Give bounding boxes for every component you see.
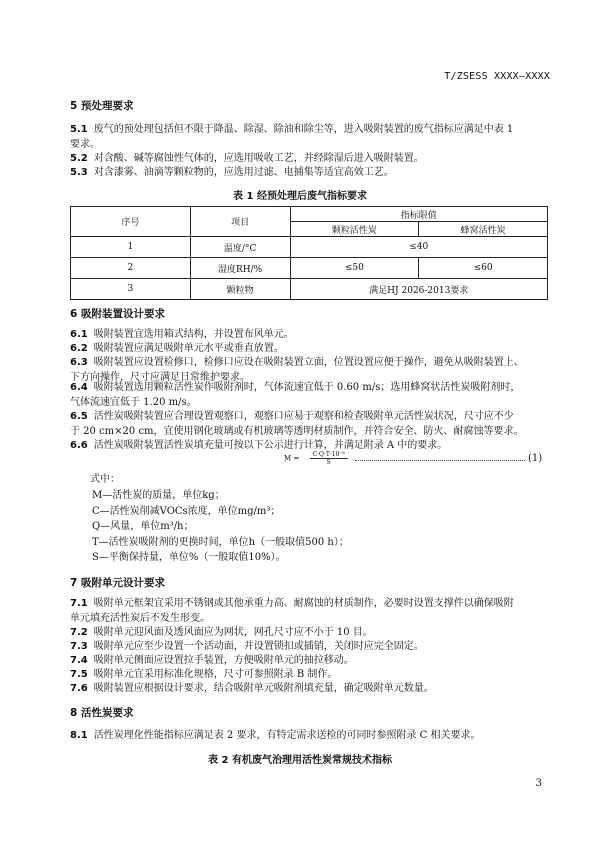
formula-variables [92,488,349,566]
clause-6-6: 6.6 活性炭吸附装置活性炭填充量可按以下公示进行计算，并满足附录 A 中的要求。 [70,440,448,451]
clause-7-1: 7.1 吸附单元框架宜采用不锈钢或其他承重力高、耐腐蚀的材质制作，必要时设置支撑件以确保吸附 单元填充活性炭后不发生形变。 [70,598,514,624]
formula-fraction [310,451,348,466]
clause-6-5: 6.5 活性炭吸附装置应合理设置观察口，观察口应易于观察和检查吸附单元活性炭状况，尺寸应不少 于 20 cm×20 cm，宜使用钢化玻璃或有机玻璃等透明材质制作，并符合安全、防火、耐腐蚀等要求。 [70,411,524,437]
table-header-granular: 颗粒活性炭 [290,222,419,237]
section-5-title: 5 预处理要求 [70,100,134,112]
variable-m: M—活性炭的质量，单位kg； [92,490,225,501]
document-code: T/ZSESS XXXX—XXXX [444,71,550,82]
formula-denominator: S [326,459,331,466]
clause-7-6: 7.6 吸附装置应根据设计要求，结合吸附单元吸附剂填充量，确定吸附单元数量。 [70,683,434,694]
equation-number: (1) [528,453,543,464]
page-number: 3 [535,778,542,789]
section-6-title: 6 吸附装置设计要求 [70,308,165,320]
formula-numerator: C·Q·T·10⁻⁶ [310,451,348,459]
clause-7-4: 7.4 吸附单元侧面应设置拉手装置，方便吸附单元的抽拉移动。 [70,655,354,666]
formula-where: 式中： [90,474,120,485]
formula-1 [284,451,544,466]
variable-t: T—活性炭吸附剂的更换时间，单位h（一般取值500 h）； [92,536,349,548]
variable-q: Q—风量，单位m³/h； [92,521,194,532]
table-header-seq: 序号 [71,207,191,237]
table-row: 2 湿度RH/% ≤50 ≤60 [71,258,548,279]
table-header-limit: 指标限值 [290,207,547,222]
clause-5-3: 5.3 对含漆雾、油滴等颗粒物的，应选用过滤、电捕集等适宜高效工艺。 [70,167,394,178]
table-header-item: 项目 [190,207,290,237]
clause-5-1: 5.1 废气的预处理包括但不限于降温、除湿、除油和除尘等，进入吸附装置的废气指标应满足中表 1 要求。 [70,124,514,150]
formula-lhs: M = [284,454,300,463]
clause-7-2: 7.2 吸附单元迎风面及透风面应为网状，网孔尺寸应不小于 10 目。 [70,627,373,638]
clause-7-5: 7.5 吸附单元宜采用标准化规格，尺寸可参照附录 B 制作。 [70,669,338,680]
table-2-caption: 表 2 有机废气治理用活性炭常规技术指标 [208,755,392,766]
section-7-title: 7 吸附单元设计要求 [70,577,165,589]
table-row: 3 颗粒物 满足HJ 2026-2013要求 [71,279,548,300]
clause-8-1: 8.1 活性炭理化性能指标应满足表 2 要求，有特定需求送检的可同时参照附录 C 相关要求。 [70,730,481,741]
table-row: 1 温度/°C ≤40 [71,237,548,258]
variable-c: C—活性炭削减VOCs浓度，单位mg/m³； [92,505,281,517]
clause-6-2: 6.2 吸附装置应满足吸附单元水平或垂直放置。 [70,343,284,354]
clause-6-1: 6.1 吸附装置宜选用箱式结构，并设置布风单元。 [70,329,294,340]
table-1 [70,206,548,300]
clause-6-4: 6.4 吸附装置选用颗粒活性炭作吸附剂时，气体流速宜低于 0.60 m/s；选用蜂窝状活性炭吸附剂时， 气体流速宜低于 1.20 m/s。 [70,382,521,408]
clause-6-3: 6.3 吸附装置应设置检修口，检修口应设在吸附装置立面，位置设置应便于操作，避免从吸附装置上、 下方向操作，尺寸应满足日常维护要求。 [70,357,524,383]
table-1-caption: 表 1 经预处理后废气指标要求 [233,191,367,202]
variable-s: S—平衡保持量，单位%（一般取值10%）。 [92,552,286,563]
clause-5-2: 5.2 对含酸、碱等腐蚀性气体的，应选用吸收工艺，并经除湿后进入吸附装置。 [70,153,424,164]
formula-leader-dots [355,460,525,461]
clause-7-3: 7.3 吸附单元应至少设置一个活动面，并设置锁扣或插销，关闭时应完全固定。 [70,641,424,652]
section-8-title: 8 活性炭要求 [70,707,134,719]
table-header-honeycomb: 蜂窝活性炭 [419,222,548,237]
